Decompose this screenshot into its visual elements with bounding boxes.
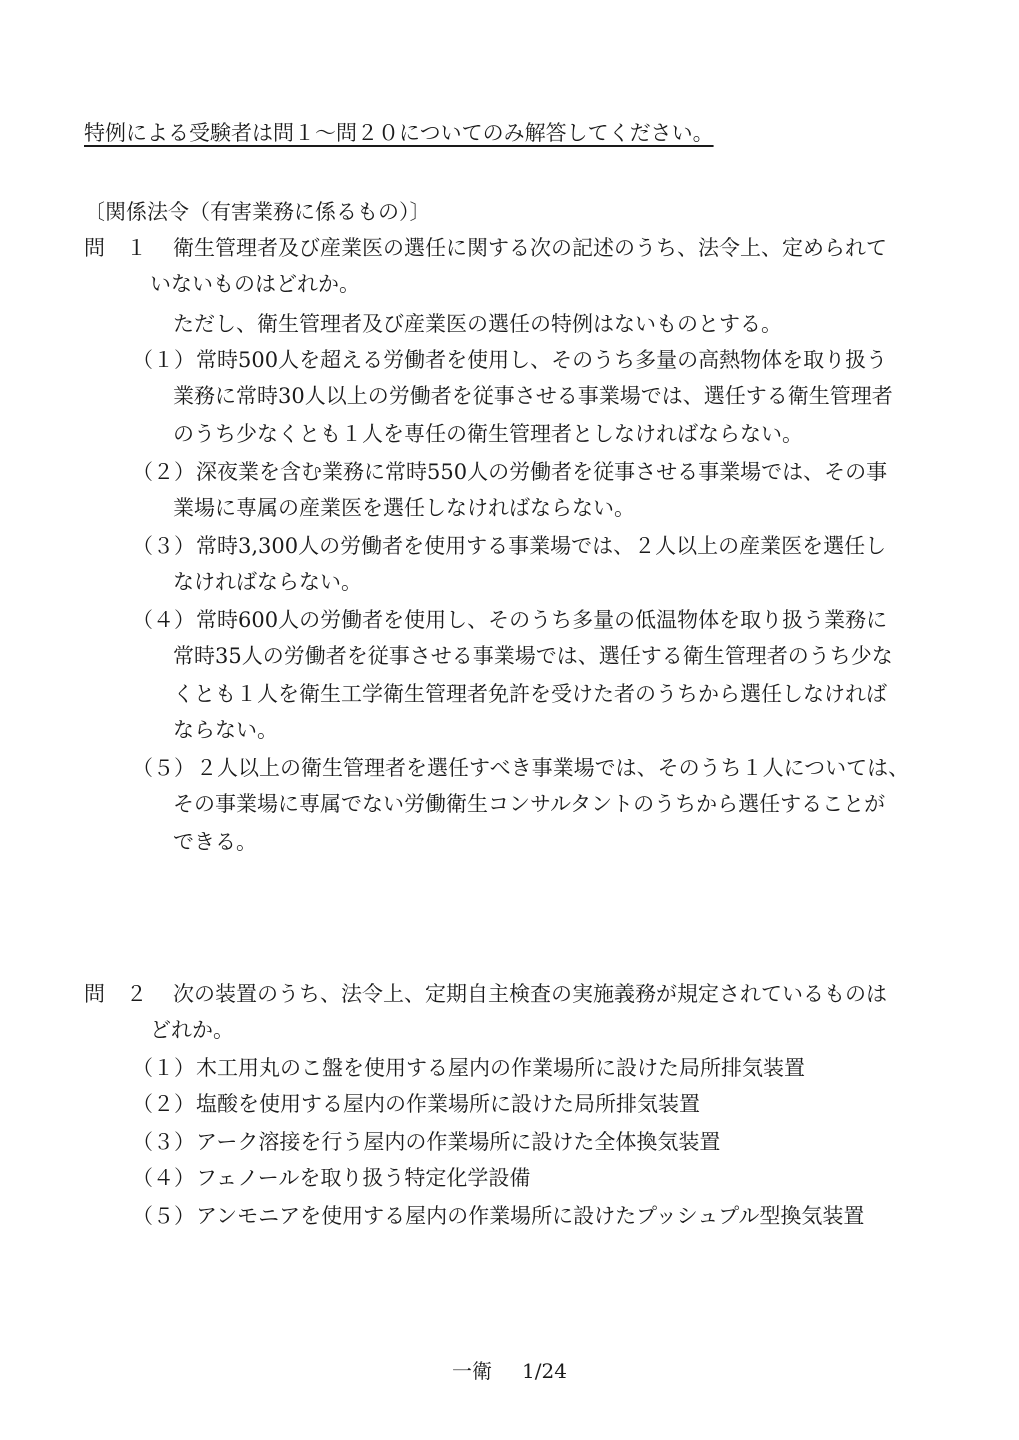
question-stem-line: 次の装置のうち、法令上、定期自主検査の実施義務が規定されているものは bbox=[173, 982, 887, 1006]
option-text-line: アーク溶接を行う屋内の作業場所に設けた全体換気装置 bbox=[196, 1130, 721, 1154]
option-number: （２） bbox=[132, 1092, 195, 1116]
option-number: （５） bbox=[132, 756, 195, 780]
option-text-line: のうち少なくとも１人を専任の衛生管理者としなければならない。 bbox=[173, 422, 803, 446]
footer-section: 一衛 bbox=[452, 1359, 492, 1383]
question-stem-line: 衛生管理者及び産業医の選任に関する次の記述のうち、法令上、定められて bbox=[173, 236, 887, 260]
question-note: ただし、衛生管理者及び産業医の選任の特例はないものとする。 bbox=[173, 312, 782, 336]
option-text-line: 常時35人の労働者を従事させる事業場では、選任する衛生管理者のうち少な bbox=[173, 644, 893, 668]
option-text-line: その事業場に専属でない労働衛生コンサルタントのうちから選任することが bbox=[173, 792, 886, 816]
option-text-line: 業務に常時30人以上の労働者を従事させる事業場では、選任する衛生管理者 bbox=[173, 384, 893, 408]
section-heading: 〔関係法令（有害業務に係るもの）〕 bbox=[84, 200, 431, 224]
option-text-line: 塩酸を使用する屋内の作業場所に設けた局所排気装置 bbox=[196, 1092, 700, 1116]
question-stem-line: いないものはどれか。 bbox=[150, 272, 360, 296]
question-label: 問 ２ bbox=[84, 982, 147, 1006]
option-text-line: 常時3,300人の労働者を使用する事業場では、２人以上の産業医を選任し bbox=[196, 534, 887, 558]
option-number: （１） bbox=[132, 348, 195, 372]
option-number: （２） bbox=[132, 460, 195, 484]
option-text-line: アンモニアを使用する屋内の作業場所に設けたプッシュプル型換気装置 bbox=[196, 1204, 865, 1228]
option-text-line: ２人以上の衛生管理者を選任すべき事業場では、そのうち１人については、 bbox=[196, 756, 910, 780]
exam-notice: 特例による受験者は問１～問２０についてのみ解答してください。 bbox=[84, 121, 714, 145]
option-number: （３） bbox=[132, 534, 195, 558]
option-text-line: 業場に専属の産業医を選任しなければならない。 bbox=[173, 496, 635, 520]
option-text-line: 深夜業を含む業務に常時550人の労働者を従事させる事業場では、その事 bbox=[196, 460, 888, 484]
option-text-line: 常時600人の労働者を使用し、そのうち多量の低温物体を取り扱う業務に bbox=[196, 608, 888, 632]
option-text-line: なければならない。 bbox=[173, 570, 362, 594]
option-text-line: ならない。 bbox=[173, 718, 278, 742]
question-label: 問 １ bbox=[84, 236, 147, 260]
option-text-line: フェノールを取り扱う特定化学設備 bbox=[196, 1166, 531, 1190]
option-text-line: 木工用丸のこ盤を使用する屋内の作業場所に設けた局所排気装置 bbox=[196, 1056, 805, 1080]
option-text-line: くとも１人を衛生工学衛生管理者免許を受けた者のうちから選任しなければ bbox=[173, 682, 887, 706]
option-number: （４） bbox=[132, 1166, 195, 1190]
option-number: （３） bbox=[132, 1130, 195, 1154]
question-stem-line: どれか。 bbox=[150, 1018, 234, 1042]
option-number: （５） bbox=[132, 1204, 195, 1228]
option-number: （１） bbox=[132, 1056, 195, 1080]
option-text-line: できる。 bbox=[173, 830, 257, 854]
option-text-line: 常時500人を超える労働者を使用し、そのうち多量の高熱物体を取り扱う bbox=[196, 348, 888, 372]
page-number: 1/24 bbox=[522, 1359, 567, 1383]
option-number: （４） bbox=[132, 608, 195, 632]
